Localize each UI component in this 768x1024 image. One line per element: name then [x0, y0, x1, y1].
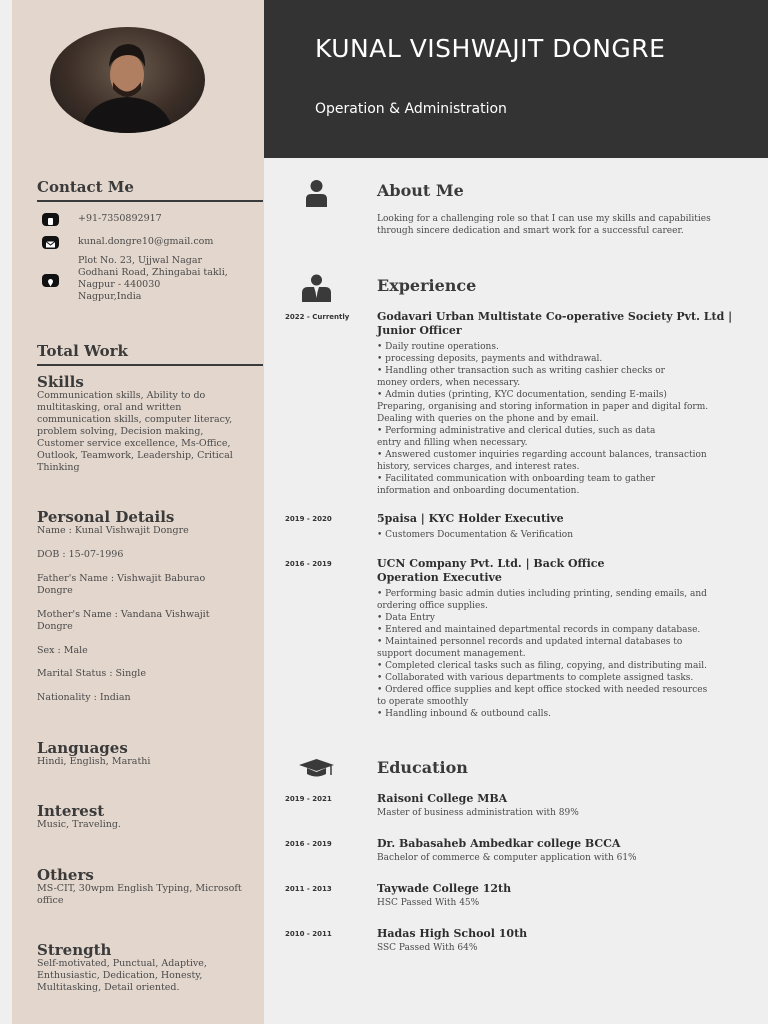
- job-bullet: • Completed clerical tasks such as filing, copying, and distributing mail.: [377, 661, 707, 671]
- job-bullet: support document management.: [377, 649, 526, 659]
- header-banner: [264, 0, 768, 158]
- job-title-line: UCN Company Pvt. Ltd. | Back Office: [377, 557, 605, 570]
- job-title: [377, 512, 752, 526]
- education-desc: SSC Passed With 64%: [377, 943, 478, 953]
- job-bullet: Dealing with queries on the phone and by email.: [377, 414, 599, 424]
- total-work-heading: Total Work: [37, 342, 128, 360]
- personal-sex: Sex : Male: [37, 645, 88, 656]
- job-bullet: • Performing basic admin duties including printing, sending emails, and: [377, 589, 707, 599]
- skills-line: multitasking, oral and written: [37, 402, 182, 413]
- job-bullet: • Data Entry: [377, 613, 435, 623]
- profile-portrait: [50, 27, 205, 133]
- job-bullet: • Performing administrative and clerical duties, such as data: [377, 426, 656, 436]
- skills-line: Thinking: [37, 462, 80, 473]
- job-bullets: [377, 529, 755, 541]
- experience-heading: Experience: [377, 276, 477, 295]
- email-icon: [42, 236, 59, 249]
- skills-line: Communication skills, Ability to do: [37, 390, 206, 401]
- personal-name: Name : Kunal Vishwajit Dongre: [37, 525, 189, 536]
- address-line: Nagpur,India: [78, 291, 142, 302]
- job-bullet: information and onboarding documentation.: [377, 486, 580, 496]
- job-bullet: • processing deposits, payments and withdrawal.: [377, 354, 603, 364]
- skills-line: Customer service excellence, Ms-Office,: [37, 438, 231, 449]
- candidate-role: Operation & Administration: [315, 101, 507, 117]
- job-bullet: Preparing, organising and storing information in paper and digital form.: [377, 402, 709, 412]
- education-heading: Education: [377, 758, 468, 777]
- job-date: 2022 - Currently: [285, 313, 350, 321]
- job-bullet: • Facilitated communication with onboarding team to gather: [377, 474, 656, 484]
- personal-father: [37, 573, 259, 597]
- job-bullet: • Handling other transaction such as writing cashier checks or: [377, 366, 665, 376]
- about-heading: About Me: [377, 181, 464, 200]
- job-title: [377, 310, 752, 338]
- contact-divider: [37, 200, 263, 202]
- father-line: Father's Name : Vishwajit Baburao: [37, 573, 206, 584]
- job-bullet: • Admin duties (printing, KYC documentation, sending E-mails): [377, 390, 667, 400]
- job-bullet: • Collaborated with various departments to complete assigned tasks.: [377, 673, 694, 683]
- languages-text: Hindi, English, Marathi: [37, 756, 151, 767]
- job-date: 2019 - 2020: [285, 515, 332, 523]
- education-desc: Master of business administration with 89%: [377, 808, 579, 818]
- job-title-line: Junior Officer: [377, 324, 462, 337]
- job-bullet: • Ordered office supplies and kept office stocked with needed resources: [377, 685, 708, 695]
- address-line: Nagpur - 440030: [78, 279, 161, 290]
- education-name: Taywade College 12th: [377, 882, 512, 895]
- job-date: 2016 - 2019: [285, 560, 332, 568]
- job-title-line: Operation Executive: [377, 571, 502, 584]
- contact-address: [78, 255, 228, 303]
- job-title: [377, 557, 752, 585]
- personal-details-heading: Personal Details: [37, 508, 175, 526]
- strength-heading: Strength: [37, 941, 112, 959]
- job-title-line: 5paisa | KYC Holder Executive: [377, 512, 564, 525]
- personal-marital: Marital Status : Single: [37, 668, 146, 679]
- education-date: 2010 - 2011: [285, 930, 332, 938]
- education-date: 2016 - 2019: [285, 840, 332, 848]
- profile-photo: [50, 27, 205, 133]
- contact-phone[interactable]: +91-7350892917: [78, 213, 162, 224]
- job-bullets: [377, 341, 755, 497]
- education-desc: Bachelor of commerce & computer application with 61%: [377, 853, 637, 863]
- strength-line: Enthusiastic, Dedication, Honesty,: [37, 970, 203, 981]
- skills-line: communication skills, computer literacy,: [37, 414, 233, 425]
- job-bullet: • Maintained personnel records and updated internal databases to: [377, 637, 683, 647]
- education-name: Dr. Babasaheb Ambedkar college BCCA: [377, 837, 621, 850]
- skills-line: Outlook, Teamwork, Leadership, Critical: [37, 450, 233, 461]
- person-icon: [305, 179, 328, 207]
- contact-email[interactable]: kunal.dongre10@gmail.com: [78, 236, 214, 247]
- father-line: Dongre: [37, 585, 73, 596]
- education-date: 2011 - 2013: [285, 885, 332, 893]
- strength-text: [37, 958, 259, 994]
- interest-text: Music, Traveling.: [37, 819, 121, 830]
- others-line: MS-CIT, 30wpm English Typing, Microsoft: [37, 883, 242, 894]
- location-icon: [42, 274, 59, 287]
- graduation-cap-icon: [298, 758, 335, 780]
- job-bullet: • Customers Documentation & Verification: [377, 530, 574, 540]
- education-desc: HSC Passed With 45%: [377, 898, 480, 908]
- job-bullet: entry and filling when necessary.: [377, 438, 528, 448]
- address-line: Plot No. 23, Ujjwal Nagar: [78, 255, 203, 266]
- education-name: Raisoni College MBA: [377, 792, 508, 805]
- skills-text: [37, 390, 259, 474]
- businessman-icon: [301, 274, 332, 302]
- job-bullet: to operate smoothly: [377, 697, 469, 707]
- candidate-name: KUNAL VISHWAJIT DONGRE: [315, 34, 666, 63]
- skills-heading: Skills: [37, 373, 84, 391]
- job-bullet: • Handling inbound & outbound calls.: [377, 709, 551, 719]
- mother-line: Dongre: [37, 621, 73, 632]
- about-line: Looking for a challenging role so that I can use my skills and capabilities: [377, 214, 711, 224]
- job-bullets: [377, 588, 755, 720]
- others-text: [37, 883, 259, 907]
- personal-mother: [37, 609, 259, 633]
- personal-nationality: Nationality : Indian: [37, 692, 131, 703]
- job-title-line: Godavari Urban Multistate Co-operative Society Pvt. Ltd |: [377, 310, 733, 323]
- job-bullet: ordering office supplies.: [377, 601, 488, 611]
- job-bullet: • Entered and maintained departmental records in company database.: [377, 625, 701, 635]
- personal-dob: DOB : 15-07-1996: [37, 549, 124, 560]
- job-bullet: money orders, when necessary.: [377, 378, 521, 388]
- page-margin: [0, 0, 12, 1024]
- phone-icon: [42, 213, 59, 226]
- mother-line: Mother's Name : Vandana Vishwajit: [37, 609, 210, 620]
- education-date: 2019 - 2021: [285, 795, 332, 803]
- total-work-divider: [37, 364, 263, 366]
- about-text: [377, 213, 755, 237]
- strength-line: Self-motivated, Punctual, Adaptive,: [37, 958, 207, 969]
- others-heading: Others: [37, 866, 94, 884]
- languages-heading: Languages: [37, 739, 128, 757]
- job-bullet: history, services charges, and interest rates.: [377, 462, 580, 472]
- strength-line: Multitasking, Detail oriented.: [37, 982, 180, 993]
- others-line: office: [37, 895, 64, 906]
- about-line: through sincere dedication and smart work for a successful career.: [377, 226, 684, 236]
- job-bullet: • Daily routine operations.: [377, 342, 499, 352]
- education-name: Hadas High School 10th: [377, 927, 528, 940]
- skills-line: problem solving, Decision making,: [37, 426, 204, 437]
- job-bullet: • Answered customer inquiries regarding account balances, transaction: [377, 450, 707, 460]
- address-line: Godhani Road, Zhingabai takli,: [78, 267, 228, 278]
- contact-heading: Contact Me: [37, 178, 134, 196]
- interest-heading: Interest: [37, 802, 105, 820]
